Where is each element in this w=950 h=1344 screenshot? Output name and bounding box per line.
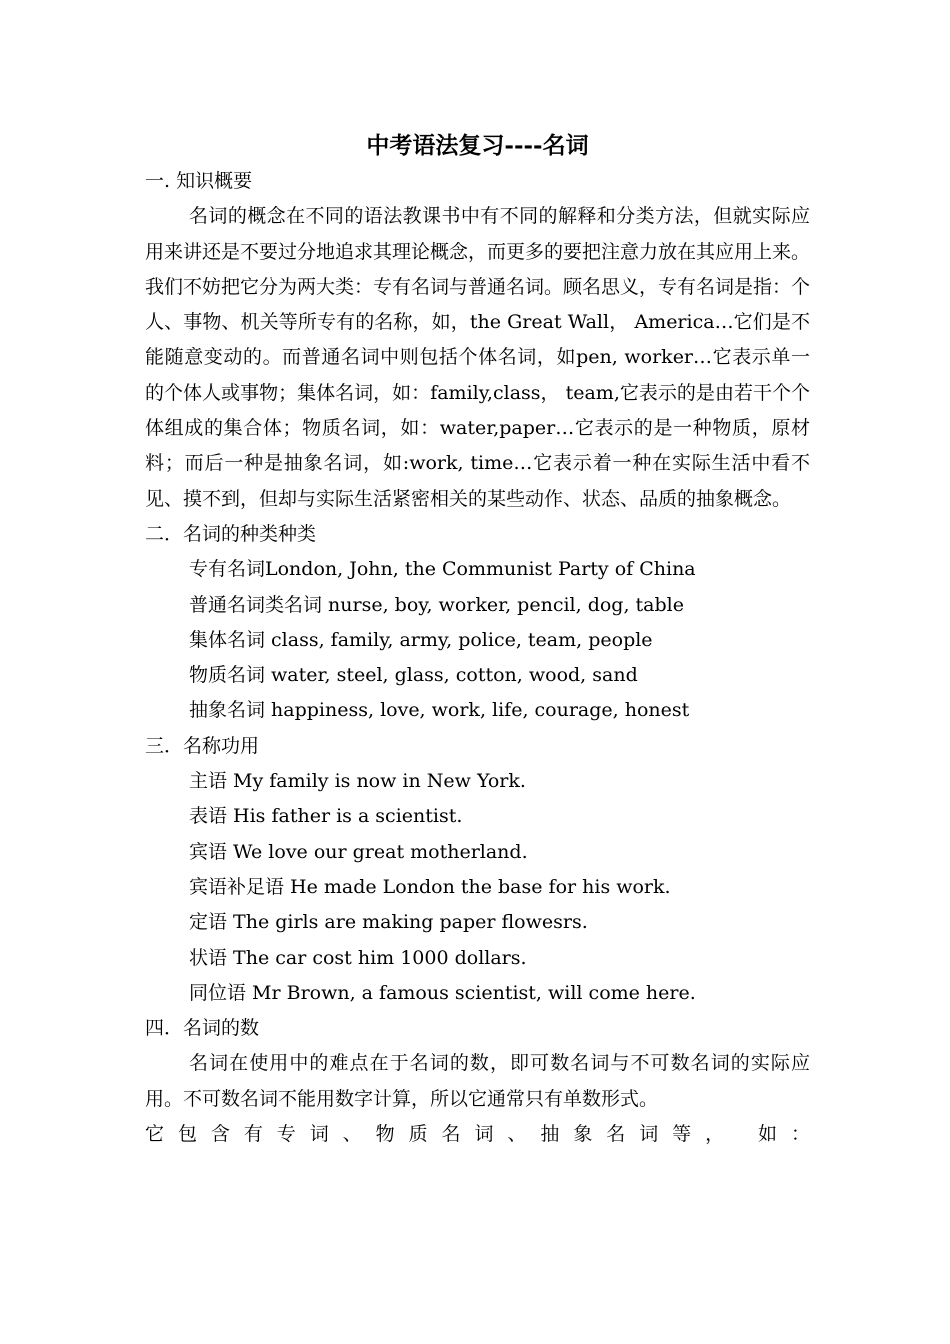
function-example-item: 表语 His father is a scientist.	[189, 805, 463, 828]
noun-type-item: 抽象名词 happiness, love, work, life, courage, honest	[189, 699, 690, 722]
noun-type-item: 物质名词 water, steel, glass, cotton, wood, sand	[189, 664, 638, 687]
noun-type-item: 普通名词类名词 nurse, boy, worker, pencil, dog, table	[189, 593, 684, 616]
section-heading-noun-types: 二．名词的种类种类	[145, 522, 317, 545]
function-example-item: 主语 My family is now in New York.	[189, 770, 526, 793]
section-heading-overview: 一. 知识概要	[145, 170, 253, 192]
document-body	[145, 128, 810, 1152]
noun-type-item: 专有名词London, John, the Communist Party of China	[189, 558, 696, 581]
document-title: 中考语法复习----名词	[366, 132, 589, 159]
function-example-item: 宾语 We love our great motherland.	[189, 840, 528, 863]
function-example-item: 状语 The car cost him 1000 dollars.	[189, 946, 527, 969]
noun-number-paragraph: 名词在使用中的难点在于名词的数，即可数名词与不可数名词的实际应用。不可数名词不能用数字计算，所以它通常只有单数形式。	[145, 1052, 810, 1110]
overview-paragraph: 名词的概念在不同的语法教课书中有不同的解释和分类方法，但就实际应用来讲还是不要过分地追求其理论概念，而更多的要把注意力放在其应用上来。我们不妨把它分为两大类：专有名词与普通名词。顾名思义，专有名词是指：个人、事物、机关等所专有的名称，如，the Great Wall， America…它们是不能随意变动的。而普通名词中则包括个体名词，如pen, worker…它表示单一的个体人或事物；集体名词，如：family,class， team,它表示的是由若干个个体组成的集合体；物质名词，如：water,paper…它表示的是一种物质，原材料；而后一种是抽象名词，如:work, time…它表示着一种在实际生活中看不见、摸不到，但却与实际生活紧密相关的某些动作、状态、品质的抽象概念。	[145, 205, 811, 510]
section-heading-functions: 三．名称功用	[145, 734, 260, 757]
noun-type-item: 集体名词 class, family, army, police, team, people	[189, 628, 653, 651]
function-example-item: 宾语补足语 He made London the base for his work.	[189, 875, 671, 898]
section-heading-noun-number: 四．名词的数	[145, 1017, 260, 1040]
function-example-item: 定语 The girls are making paper flowesrs.	[189, 911, 588, 934]
noun-number-last-line: 它包含有专词、物质名词、抽象名词等， 如：	[145, 1123, 810, 1146]
function-example-item: 同位语 Mr Brown, a famous scientist, will come here.	[189, 981, 696, 1004]
